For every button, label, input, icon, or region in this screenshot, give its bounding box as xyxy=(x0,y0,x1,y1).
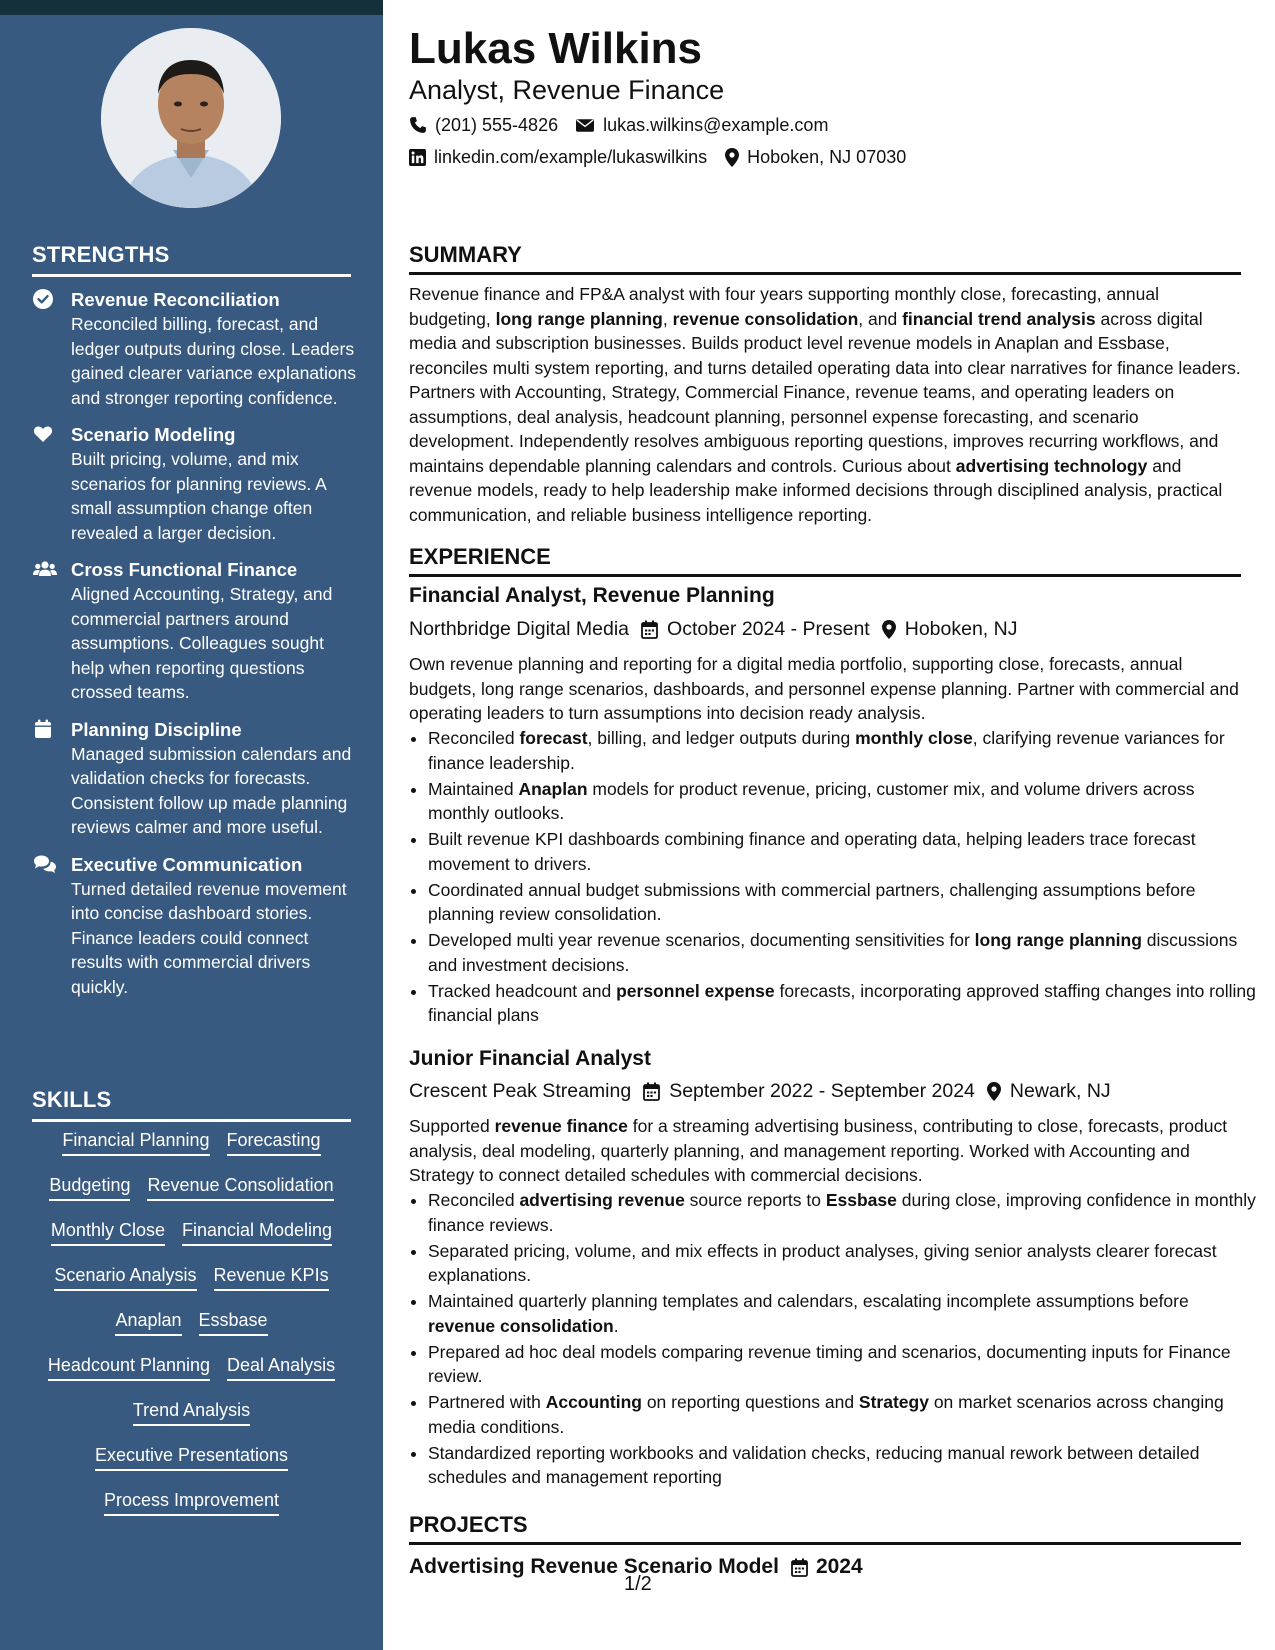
projects-heading: PROJECTS xyxy=(409,1512,1241,1545)
skill-tag: Essbase xyxy=(199,1308,268,1336)
map-pin-icon xyxy=(987,1082,1001,1101)
skill-tag: Revenue KPIs xyxy=(214,1263,329,1291)
skill-tag: Budgeting xyxy=(49,1173,130,1201)
contact-row xyxy=(409,113,846,137)
job-dates: September 2022 - September 2024 xyxy=(669,1080,975,1102)
sidebar-top-bar xyxy=(0,0,383,15)
comments-icon xyxy=(33,854,55,876)
text-run: Built revenue KPI dashboards combining finance and operating data, helping leaders trace forecast movement to drivers. xyxy=(428,829,1196,874)
calendar-icon xyxy=(33,719,55,741)
bullet-item xyxy=(428,1340,1260,1389)
contact-row xyxy=(409,145,924,169)
skills-heading: SKILLS xyxy=(32,1087,351,1122)
text-run: for a streaming advertising business, contributing to close, forecasts, product analysis, deal modeling, quarterly planning, and management reporting. Worked with Accounting and Strategy to connect detailed schedules with commercial decisions. xyxy=(409,1116,1228,1185)
bold-keyword: Essbase xyxy=(825,1190,897,1210)
skill-tag: Financial Modeling xyxy=(182,1218,332,1246)
bold-keyword: Anaplan xyxy=(518,778,588,799)
text-run: Separated pricing, volume, and mix effects in product analyses, giving senior analysts clearer forecast explanations. xyxy=(428,1240,1217,1285)
map-pin-icon xyxy=(725,148,743,167)
text-run: Revenue finance and FP&A analyst with four years supporting monthly close, forecasting, annual budgeting, xyxy=(409,284,1160,329)
skill-tag: Forecasting xyxy=(227,1128,321,1156)
job-description: Own revenue planning and reporting for a digital media portfolio, supporting close, forecasts, annual budgets, long range scenarios, dashboards, and personnel expense planning. Partner with commercial and operating leaders to turn assumptions into decision ready analysis. xyxy=(409,654,1239,723)
contact-phone xyxy=(409,113,558,137)
strength-title: Planning Discipline xyxy=(71,718,242,740)
bullet-item xyxy=(428,878,1260,927)
map-pin-icon xyxy=(882,620,896,639)
skill-row xyxy=(32,1308,351,1353)
page-number: 1/2 xyxy=(624,1573,652,1595)
text-run: Supported xyxy=(409,1116,495,1136)
text-run: during close, improving confidence in monthly finance reviews. xyxy=(428,1190,1256,1235)
strength-title: Revenue Reconciliation xyxy=(71,289,280,310)
bullet-item xyxy=(428,928,1260,977)
text-run: Reconciled xyxy=(428,1190,520,1210)
calendar-icon xyxy=(791,1558,808,1577)
summary-heading: SUMMARY xyxy=(409,242,1241,275)
text-run: Prepared ad hoc deal models comparing revenue timing and scenarios, documenting inputs for Finance review. xyxy=(428,1341,1231,1386)
strength-item xyxy=(32,853,357,1000)
bold-keyword: Accounting xyxy=(545,1392,642,1412)
phone-icon xyxy=(409,116,431,134)
bullet-item xyxy=(428,777,1260,826)
users-icon xyxy=(33,559,55,581)
bold-keyword: long range planning xyxy=(974,930,1142,950)
skill-tag: Monthly Close xyxy=(51,1218,165,1246)
skill-row xyxy=(32,1353,351,1398)
bold-keyword: revenue consolidation xyxy=(428,1315,614,1336)
skill-row xyxy=(32,1443,351,1488)
text-run: source reports to xyxy=(684,1190,826,1210)
contact-linkedin xyxy=(409,145,707,169)
strength-description: Aligned Accounting, Strategy, and commercial partners around assumptions. Colleagues sought help when reporting questions crossed teams. xyxy=(71,584,333,702)
bold-keyword: Strategy xyxy=(858,1392,929,1412)
strength-description: Turned detailed revenue movement into concise dashboard stories. Finance leaders could connect results with commercial drivers quickly. xyxy=(71,878,347,997)
text-run: Maintained quarterly planning templates and calendars, escalating incomplete assumptions before xyxy=(428,1291,1189,1311)
location-text: Hoboken, NJ 07030 xyxy=(747,147,907,167)
project-title: Advertising Revenue Scenario Model xyxy=(409,1555,779,1578)
phone-number[interactable]: (201) 555-4826 xyxy=(435,115,559,135)
strength-description: Reconciled billing, forecast, and ledger outputs during close. Leaders gained clearer variance explanations and stronger reporting confidence. xyxy=(71,314,357,408)
bullet-item xyxy=(428,827,1260,876)
strength-item xyxy=(32,558,357,705)
skill-tag: Revenue Consolidation xyxy=(147,1173,333,1201)
skill-tag: Process Improvement xyxy=(104,1488,279,1516)
strength-description: Built pricing, volume, and mix scenarios for planning reviews. A small assumption change often revealed a larger decision. xyxy=(71,449,326,543)
text-run: Maintained xyxy=(428,778,519,799)
skill-row xyxy=(32,1128,351,1173)
email-address[interactable]: lukas.wilkins@example.com xyxy=(603,115,829,135)
linkedin-url[interactable]: linkedin.com/example/lukaswilkins xyxy=(434,147,708,167)
company-name: Northbridge Digital Media xyxy=(409,618,630,640)
text-run: and revenue models, ready to help leadership make informed decisions through disciplined analysis, practical communication, and reliable business intelligence reporting. xyxy=(409,455,1223,525)
job-bullets xyxy=(409,726,1260,1029)
project-year: 2024 xyxy=(815,1555,863,1578)
calendar-icon xyxy=(643,1082,660,1101)
text-run: models for product revenue, pricing, customer mix, and volume drivers across monthly outlooks. xyxy=(428,778,1195,823)
heart-icon xyxy=(33,424,55,446)
bold-keyword: advertising technology xyxy=(955,455,1148,476)
company-name: Crescent Peak Streaming xyxy=(409,1080,632,1102)
text-run: , clarifying revenue variances for finance leadership. xyxy=(428,728,1225,773)
bullet-item xyxy=(428,1390,1260,1439)
job-description xyxy=(409,1114,1241,1188)
skill-row xyxy=(32,1398,351,1443)
text-run: . xyxy=(613,1315,619,1336)
text-run: Partnered with xyxy=(428,1392,546,1412)
text-run: , and xyxy=(858,308,903,329)
skill-tag: Scenario Analysis xyxy=(54,1263,196,1291)
text-run: forecasts, incorporating approved staffing changes into rolling financial plans xyxy=(428,980,1256,1025)
skill-tag: Headcount Planning xyxy=(48,1353,210,1381)
strength-item xyxy=(32,423,357,545)
contact-email xyxy=(576,113,828,137)
strengths-heading: STRENGTHS xyxy=(32,242,351,277)
text-run: on market scenarios across changing media conditions. xyxy=(428,1392,1224,1437)
skill-tag: Trend Analysis xyxy=(133,1398,250,1426)
bullet-item xyxy=(428,1188,1260,1237)
skill-tag: Anaplan xyxy=(115,1308,181,1336)
check-circle-icon xyxy=(33,289,55,311)
text-run: , billing, and ledger outputs during xyxy=(587,728,856,748)
candidate-name: Lukas Wilkins xyxy=(409,24,703,73)
contact-location xyxy=(725,145,906,169)
linkedin-icon xyxy=(409,149,430,166)
envelope-icon xyxy=(576,118,598,133)
text-run: , xyxy=(662,308,673,329)
skill-tag: Financial Planning xyxy=(62,1128,209,1156)
bold-keyword: forecast xyxy=(519,728,588,748)
strength-item xyxy=(32,718,357,840)
strengths-list xyxy=(32,288,357,1012)
strength-title: Executive Communication xyxy=(71,853,303,875)
job-meta xyxy=(409,1077,1111,1105)
bullet-item xyxy=(428,726,1260,775)
experience-heading: EXPERIENCE xyxy=(409,544,1241,577)
profile-photo xyxy=(101,28,281,208)
bold-keyword: advertising revenue xyxy=(519,1190,685,1210)
skills-list xyxy=(32,1128,351,1533)
bold-keyword: financial trend analysis xyxy=(902,308,1096,329)
skill-tag: Deal Analysis xyxy=(227,1353,335,1381)
bullet-item xyxy=(428,1239,1260,1288)
skill-tag: Executive Presentations xyxy=(95,1443,288,1471)
bold-keyword: personnel expense xyxy=(616,980,775,1001)
strength-title: Scenario Modeling xyxy=(71,424,236,445)
skill-row xyxy=(32,1263,351,1308)
summary-text xyxy=(409,282,1241,527)
text-run: on reporting questions and xyxy=(641,1392,859,1412)
bullet-item xyxy=(428,979,1260,1028)
sidebar xyxy=(0,0,383,1650)
text-run: Developed multi year revenue scenarios, documenting sensitivities for xyxy=(428,930,975,950)
avatar xyxy=(101,28,281,208)
job-title: Financial Analyst, Revenue Planning xyxy=(409,584,775,607)
skill-row xyxy=(32,1218,351,1263)
job-location: Newark, NJ xyxy=(1009,1080,1111,1102)
job-title: Junior Financial Analyst xyxy=(409,1047,651,1070)
text-run: Reconciled xyxy=(428,728,520,748)
bullet-item xyxy=(428,1289,1260,1338)
text-run: Coordinated annual budget submissions with commercial partners, challenging assumptions before planning review consolidation. xyxy=(428,879,1196,924)
strength-description: Managed submission calendars and validation checks for forecasts. Consistent follow up made planning reviews calmer and more useful. xyxy=(71,743,352,837)
strength-title: Cross Functional Finance xyxy=(71,559,298,580)
skill-row xyxy=(32,1488,351,1533)
bullet-item xyxy=(428,1441,1260,1490)
candidate-role: Analyst, Revenue Finance xyxy=(409,75,725,105)
skill-row xyxy=(32,1173,351,1218)
text-run: Standardized reporting workbooks and validation checks, reducing manual rework between detailed schedules and management reporting xyxy=(428,1442,1200,1487)
calendar-icon xyxy=(641,620,658,639)
text-run: discussions and investment decisions. xyxy=(428,930,1238,975)
job-bullets xyxy=(409,1188,1260,1491)
bold-keyword: monthly close xyxy=(855,728,973,748)
bold-keyword: revenue finance xyxy=(494,1116,628,1136)
job-dates: October 2024 - Present xyxy=(667,618,870,640)
bold-keyword: revenue consolidation xyxy=(672,308,859,329)
text-run: across digital media and subscription businesses. Builds product level revenue models in Anaplan and Essbase, reconciles multi system reporting, and turns detailed operating data into clear narratives for finance leaders. Partners with Accounting, Strategy, Commercial Finance, revenue teams, and operating leaders on assumptions, deal analysis, headcount planning, personnel expense forecasting, and scenario development. Independently resolves ambiguous reporting questions, improves recurring workflows, and maintains dependable planning calendars and controls. Curious about xyxy=(409,308,1241,476)
job-meta xyxy=(409,615,1017,643)
text-run: Tracked headcount and xyxy=(428,980,617,1001)
strength-item xyxy=(32,288,357,410)
bold-keyword: long range planning xyxy=(495,308,663,329)
job-location: Hoboken, NJ xyxy=(904,618,1018,640)
